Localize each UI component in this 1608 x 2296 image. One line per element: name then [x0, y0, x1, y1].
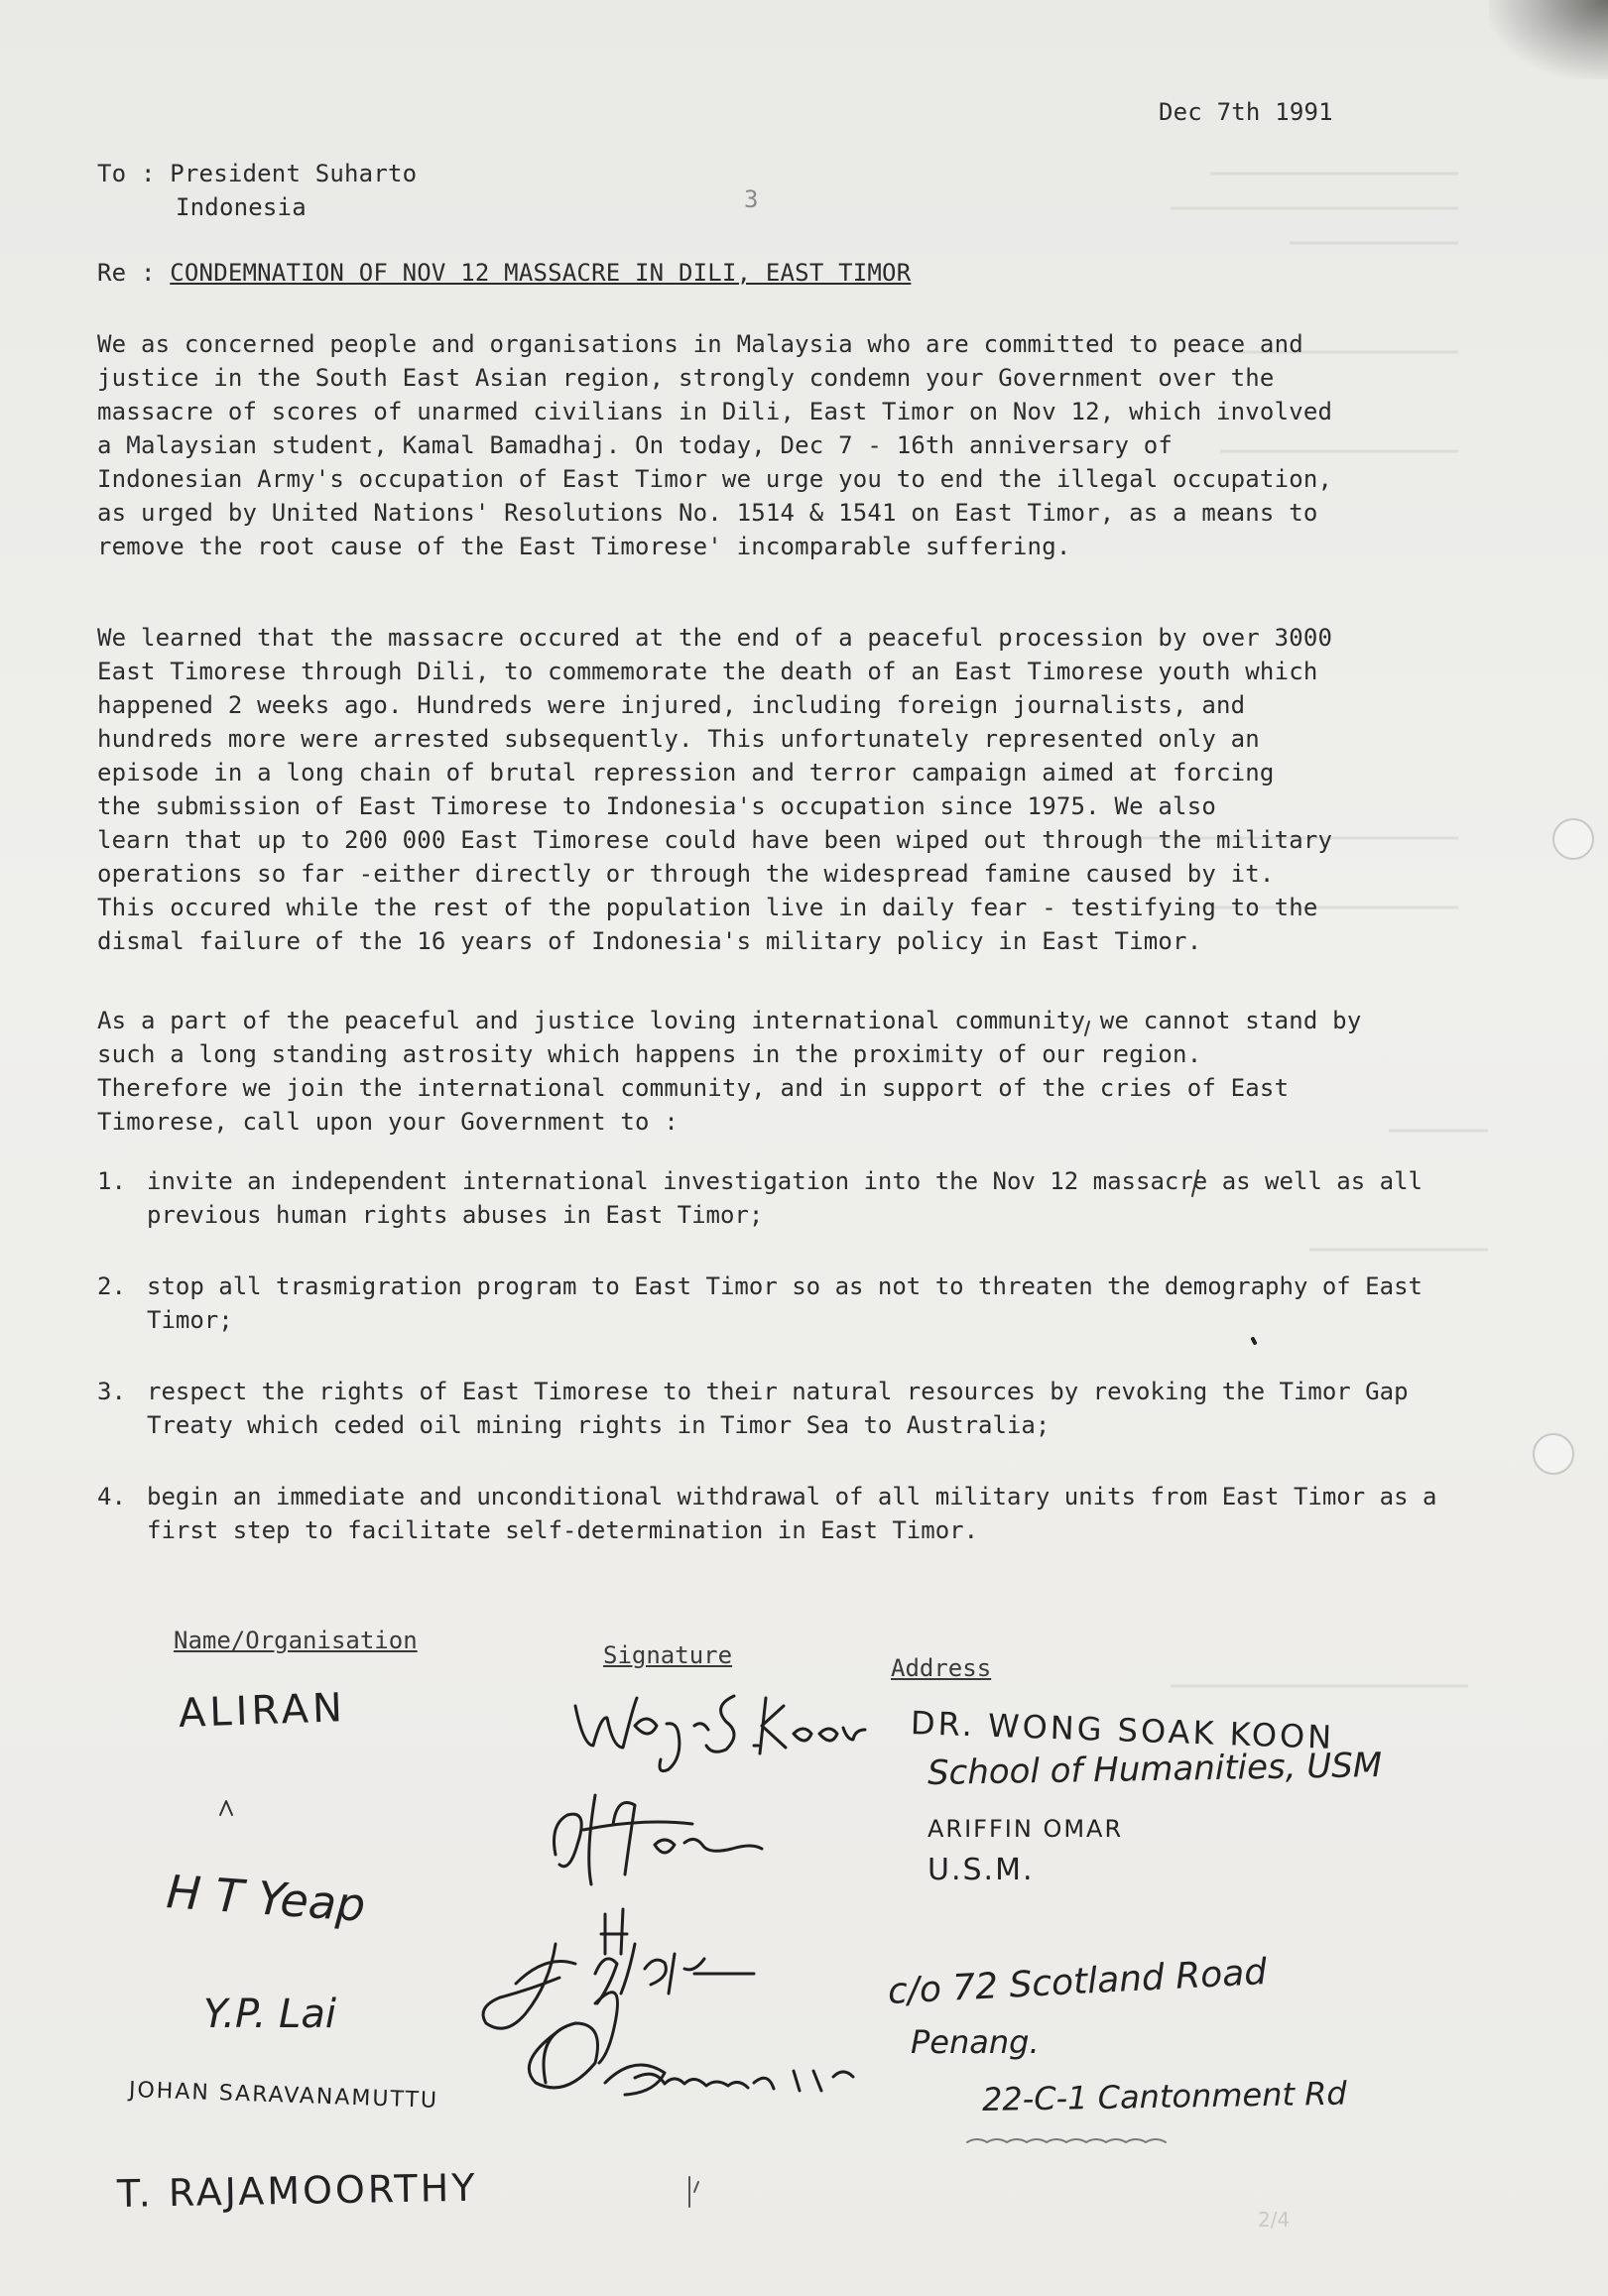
paragraph-line: Therefore we join the international community, and in support of the cries of East	[97, 1074, 1290, 1102]
paragraph-line: This occured while the rest of the population live in daily fear - testifying to the	[97, 894, 1318, 921]
paragraph-line: learn that up to 200 000 East Timorese could have been wiped out through the military	[97, 826, 1333, 854]
handwritten-address: U.S.M.	[928, 1853, 1035, 1887]
signature-johan	[605, 2065, 853, 2095]
paragraph-line: We as concerned people and organisations in Malaysia who are committed to peace and	[97, 330, 1303, 358]
handwritten-name: H T Yeap	[165, 1865, 368, 1932]
paragraph-line: episode in a long chain of brutal repression and terror campaign aimed at forcing	[97, 759, 1275, 786]
paragraph-line: Indonesian Army's occupation of East Timor we urge you to end the illegal occupation,	[97, 465, 1333, 493]
demand-number: 2.	[97, 1272, 126, 1300]
paragraph-line: As a part of the peaceful and justice loving international community we cannot stand by	[97, 1007, 1362, 1034]
demand-number: 3.	[97, 1378, 126, 1405]
paragraph-line: Timorese, call upon your Government to :	[97, 1108, 679, 1136]
paragraph-line: remove the root cause of the East Timorese' incomparable suffering.	[97, 533, 1071, 560]
paragraph-line: a Malaysian student, Kamal Bamadhaj. On today, Dec 7 - 16th anniversary of	[97, 431, 1174, 459]
signature-lai	[483, 1944, 754, 2028]
demand-text: begin an immediate and unconditional withdrawal of all military units from East Timor as a first step to facilitate self-determination in East Timor.	[147, 1483, 1437, 1544]
paragraph-line: hundreds more were arrested subsequently. This unfortunately represented only an	[97, 725, 1260, 753]
paragraph-line: We learned that the massacre occured at the end of a peaceful procession by over 3000	[97, 624, 1333, 652]
paragraph-line: dismal failure of the 16 years of Indonesia's military policy in East Timor.	[97, 927, 1202, 955]
handwritten-address: 22-C-1 Cantonment Rd	[981, 2074, 1348, 2118]
handwritten-name: JOHAN SARAVANAMUTTU	[128, 2078, 439, 2114]
handwritten-address: DR. WONG SOAK KOON	[910, 1704, 1335, 1756]
handwritten-address: c/o 72 Scotland Road	[886, 1952, 1269, 2012]
handwritten-org: ALIRAN	[178, 1685, 347, 1737]
page-mark: 3	[744, 185, 759, 213]
paragraph-line: justice in the South East Asian region, strongly condemn your Government over the	[97, 364, 1275, 392]
subject-text: CONDEMNATION OF NOV 12 MASSACRE IN DILI, EAST TIMOR	[170, 259, 912, 287]
paragraph-line: operations so far -either directly or through the widespread famine caused by it.	[97, 860, 1275, 888]
handwritten-address: Penang.	[911, 2023, 1040, 2061]
paragraph-line: such a long standing astrosity which happens in the proximity of our region.	[97, 1040, 1202, 1068]
signature-yeap	[601, 1909, 627, 1954]
demand-text: invite an independent international investigation into the Nov 12 massacre as well as all previous human rights abuses in East Timor;	[147, 1167, 1422, 1229]
signature-wong	[575, 1696, 865, 1771]
handwritten-address: ARIFFIN OMAR	[928, 1815, 1124, 1843]
paragraph-line: happened 2 weeks ago. Hundreds were injured, including foreign journalists, and	[97, 691, 1246, 719]
signature-loop	[529, 1993, 617, 2088]
column-header-signature: Signature	[603, 1641, 733, 1669]
letter-date: Dec 7th 1991	[1159, 98, 1333, 126]
demand-text: respect the rights of East Timorese to their natural resources by revoking the Timor Gap Treaty which ceded oil mining rights in Timor Sea to Australia;	[147, 1378, 1409, 1439]
signature-ariffin	[555, 1795, 763, 1884]
paragraph-line: massacre of scores of unarmed civilians in Dili, East Timor on Nov 12, which involved	[97, 398, 1333, 425]
recipient-country: Indonesia	[176, 193, 307, 221]
handwritten-address: School of Humanities, USM	[927, 1746, 1383, 1793]
demand-number: 4.	[97, 1483, 126, 1511]
demand-text: stop all trasmigration program to East Timor so as not to threaten the demography of East Timor;	[147, 1272, 1422, 1334]
svg-text:2/4: 2/4	[1258, 2208, 1291, 2232]
handwritten-name: T. RAJAMOORTHY	[116, 2165, 478, 2216]
column-header-name: Name/Organisation	[174, 1627, 418, 1654]
subject-label: Re :	[97, 259, 171, 287]
recipient-line: To : President Suharto	[97, 160, 418, 187]
paragraph-line: East Timorese through Dili, to commemorate the death of an East Timorese youth which	[97, 658, 1318, 685]
handwritten-name: Y.P. Lai	[203, 1992, 336, 2037]
column-header-address: Address	[891, 1654, 992, 1682]
paragraph-line: the submission of East Timorese to Indonesia's occupation since 1975. We also	[97, 792, 1216, 820]
demand-number: 1.	[97, 1167, 126, 1195]
paragraph-line: as urged by United Nations' Resolutions No. 1514 & 1541 on East Timor, as a means to	[97, 499, 1318, 527]
